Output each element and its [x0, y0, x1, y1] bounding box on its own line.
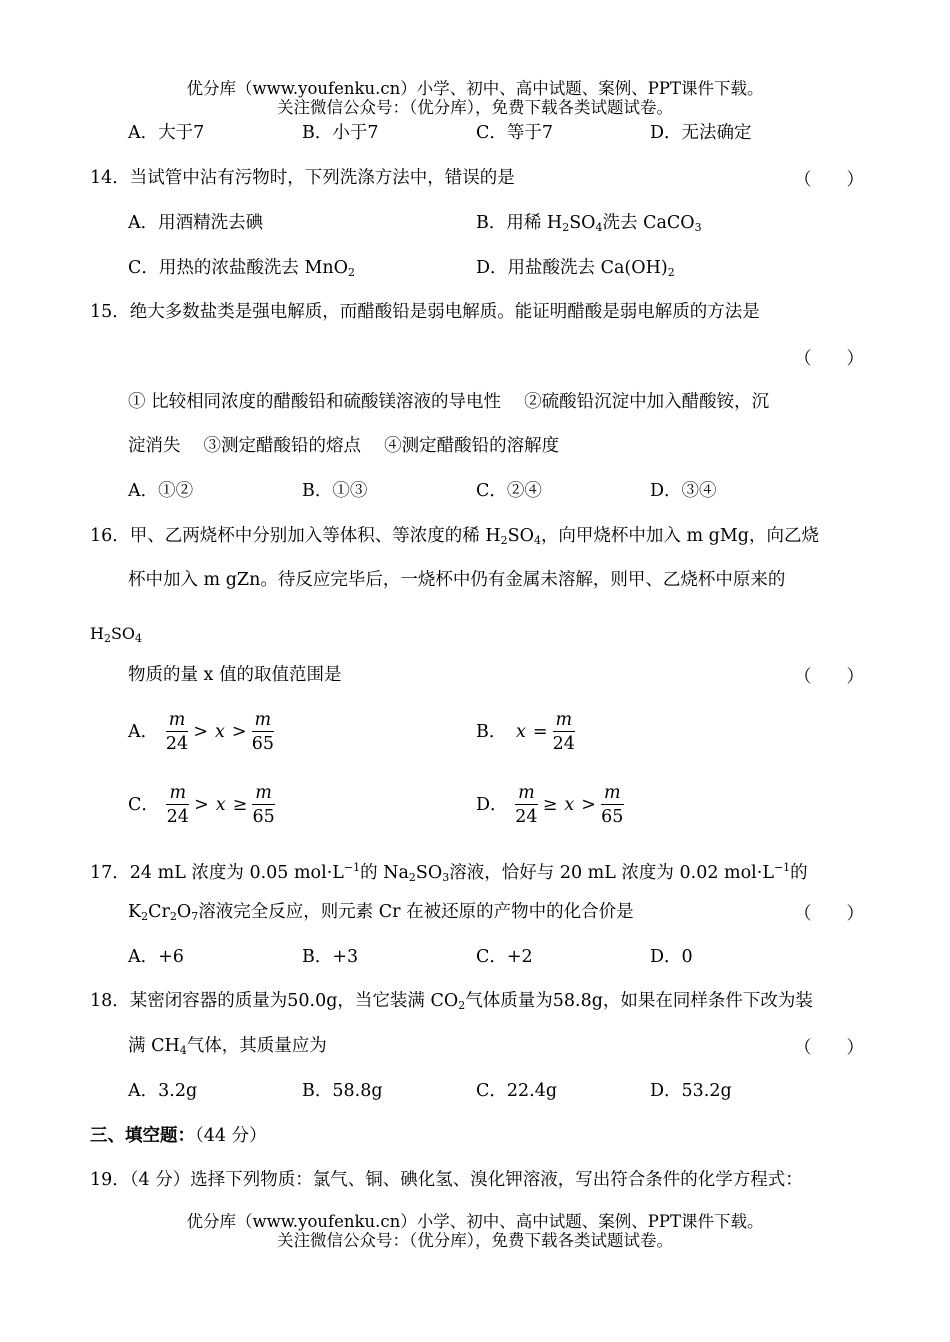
- q17-line-2: $K_2Cr_2O_7$溶液完全反应，则元素 Cr 在被还原的产物中的化合价是: [128, 902, 634, 923]
- q15-option-c: C．②④: [476, 481, 542, 501]
- fraction-m-24: $\frac{m}{24}$: [166, 783, 189, 827]
- q18-stem: 18．某密闭容器的质量为50.0g，当它装满 $CO_2$气体质量为58.8g，如果在同样条件下改为装: [90, 991, 813, 1012]
- q16-line-3: $H_2SO_4$: [90, 624, 143, 645]
- q16-line-2: 杯中加入 m gZn。待反应完毕后，一烧杯中仍有金属未溶解，则甲、乙烧杯中原来的: [128, 570, 786, 590]
- q16-line-4: 物质的量 x 值的取值范围是: [128, 665, 342, 685]
- q15-answer-paren: （ ）: [794, 349, 864, 369]
- q18-option-b: B．58.8g: [302, 1081, 383, 1101]
- q13-option-b: B．小于7: [302, 123, 379, 143]
- fraction-m-65: $\frac{m}{65}$: [601, 783, 624, 827]
- q18-option-c: C．22.4g: [476, 1081, 558, 1101]
- q15-option-d: D．③④: [650, 481, 717, 501]
- fraction-m-65: $\frac{m}{65}$: [252, 783, 275, 827]
- q16-option-a: A． $\frac{m}{24}$ > x > $\frac{m}{65}$: [128, 710, 274, 754]
- q17-option-c: C．+2: [476, 947, 533, 967]
- fraction-m-24: $\frac{m}{24}$: [165, 710, 189, 754]
- q14-option-c: C．用热的浓盐酸洗去 MnO$_2$: [128, 258, 355, 279]
- header-line-2: 关注微信公众号：（优分库），免费下载各类试题试卷。: [277, 98, 673, 117]
- q14-option-d: D．用盐酸洗去 $Ca(OH)_2$: [476, 258, 675, 279]
- q16-option-d: D． $\frac{m}{24}$ ≥ x > $\frac{m}{65}$: [476, 783, 624, 827]
- q14-option-b: B．用稀 $H_2SO_4$洗去 CaCO$_3$: [476, 213, 702, 234]
- q16-stem: 16．甲、乙两烧杯中分别加入等体积、等浓度的稀 $H_2SO_4$，向甲烧杯中加入 m gMg，向乙烧: [90, 526, 819, 547]
- footer-line-1: 优分库（www.youfenku.cn）小学、初中、高中试题、案例、PPT课件下载。: [186, 1212, 764, 1231]
- q14-option-a: A．用酒精洗去碘: [128, 213, 264, 233]
- q16-option-c: C． $\frac{m}{24}$ > x ≥ $\frac{m}{65}$: [128, 783, 275, 827]
- q15-option-b: B．①③: [302, 481, 368, 501]
- q15-line-1: ① 比较相同浓度的醋酸铅和硫酸镁溶液的导电性 ②硫酸铅沉淀中加入醋酸铵，沉: [128, 392, 770, 412]
- q17-stem: 17．24 mL 浓度为 0.05 $mol\cdot L^{-1}$的 $Na_2SO_3$溶液，恰好与 20 mL 浓度为 0.02 $mol\cdot L^{-1}$的: [90, 861, 808, 884]
- q15-stem: 15．绝大多数盐类是强电解质，而醋酸铅是弱电解质。能证明醋酸是弱电解质的方法是: [90, 302, 760, 322]
- q18-option-d: D．53.2g: [650, 1081, 732, 1101]
- header-line-1: 优分库（www.youfenku.cn）小学、初中、高中试题、案例、PPT课件下载。: [186, 79, 764, 98]
- section-3-heading: 三、填空题：（44 分）: [90, 1126, 267, 1146]
- q18-option-a: A．3.2g: [128, 1081, 198, 1101]
- q19-stem: 19．（4 分）选择下列物质：氯气、铜、碘化氢、溴化钾溶液，写出符合条件的化学方程式：: [90, 1170, 803, 1190]
- q18-line-2: 满 $CH_4$气体，其质量应为: [128, 1036, 327, 1057]
- q13-option-d: D．无法确定: [650, 123, 752, 143]
- fraction-m-65: $\frac{m}{65}$: [251, 710, 274, 754]
- q17-option-a: A．+6: [128, 947, 184, 967]
- q13-option-c: C．等于7: [476, 123, 554, 143]
- fraction-m-24: $\frac{m}{24}$: [552, 710, 575, 754]
- q16-option-b: B． x = $\frac{m}{24}$: [476, 710, 575, 754]
- q14-stem: 14．当试管中沾有污物时，下列洗涤方法中，错误的是: [90, 168, 515, 188]
- q13-option-a: A．大于7: [128, 123, 205, 143]
- q16-answer-paren: （ ）: [794, 667, 864, 687]
- footer-line-2: 关注微信公众号：（优分库），免费下载各类试题试卷。: [277, 1231, 673, 1250]
- q14-answer-paren: （ ）: [794, 170, 864, 190]
- q15-line-2: 淀消失 ③测定醋酸铅的熔点 ④测定醋酸铅的溶解度: [128, 436, 560, 456]
- q17-option-d: D．0: [650, 947, 693, 967]
- q17-answer-paren: （ ）: [794, 904, 864, 924]
- q18-answer-paren: （ ）: [794, 1038, 864, 1058]
- q17-option-b: B．+3: [302, 947, 359, 967]
- q15-option-a: A．①②: [128, 481, 194, 501]
- fraction-m-24: $\frac{m}{24}$: [515, 783, 538, 827]
